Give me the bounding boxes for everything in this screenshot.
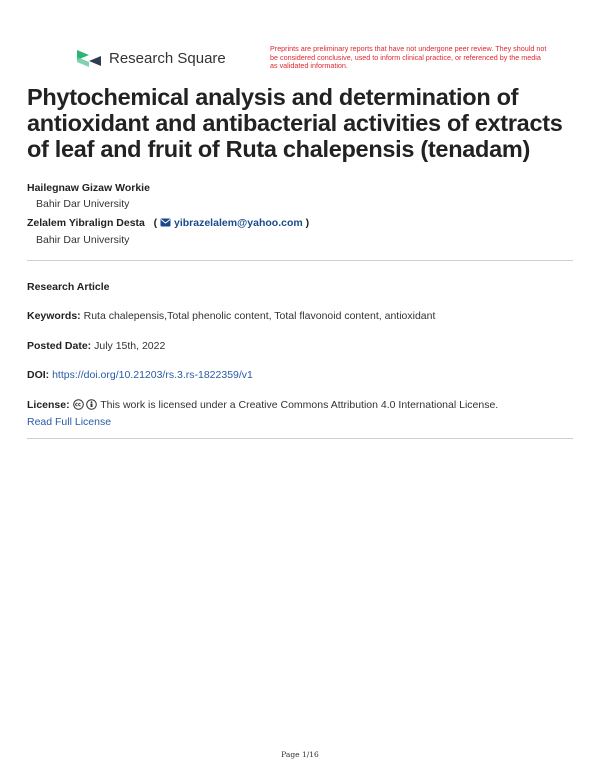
divider-bottom [27, 438, 573, 439]
license-link-row [27, 416, 111, 428]
posted-date-label: Posted Date: [27, 340, 92, 352]
envelope-icon [160, 218, 171, 227]
license-row [27, 399, 498, 411]
keywords-label: Keywords: [27, 310, 81, 322]
attribution-icon [86, 399, 97, 410]
doi-row [27, 369, 253, 381]
author-email: yibrazelalem@yahoo.com [174, 217, 303, 229]
email-open-paren: ( [147, 217, 158, 229]
license-label: License: [27, 399, 70, 411]
preprint-disclaimer: Preprints are preliminary reports that have not undergone peer review. They should not be considered conclusive, used to inform clinical practice, or referenced by the media as validated information. [270, 44, 547, 71]
article-title: Phytochemical analysis and determination of antioxidant and antibacterial activities of extracts of leaf and fruit of Ruta chalepensis (tenadam) [27, 84, 563, 162]
creative-commons-icon [73, 399, 84, 410]
article-type-label: Research Article [27, 281, 110, 293]
author-affiliation-2: Bahir Dar University [36, 234, 130, 246]
brand-first: Research [109, 49, 174, 67]
doi-label: DOI: [27, 369, 50, 381]
research-square-logo-icon [75, 46, 103, 70]
author-row-2 [27, 217, 309, 229]
brand-second: Square [177, 49, 226, 67]
author-email-link[interactable] [160, 217, 306, 229]
keywords-value: Ruta chalepensis,Total phenolic content, Total flavonoid content, antioxidant [83, 310, 436, 322]
divider-top [27, 260, 573, 261]
logo-text [109, 50, 226, 67]
page-number: Page 1/16 [281, 750, 319, 759]
keywords-row [27, 310, 435, 322]
read-full-license-link[interactable]: Read Full License [27, 416, 112, 428]
email-close-paren: ) [305, 217, 310, 229]
research-square-logo[interactable] [75, 46, 226, 70]
posted-date-row [27, 340, 165, 352]
doi-link[interactable]: https://doi.org/10.21203/rs.3.rs-1822359/v1 [52, 369, 253, 381]
author-name-2: Zelalem Yibralign Desta [27, 217, 145, 229]
article-type [27, 281, 110, 293]
license-text: This work is licensed under a Creative Commons Attribution 4.0 International License. [100, 399, 499, 411]
author-name-1: Hailegnaw Gizaw Workie [27, 182, 150, 194]
author-affiliation-1: Bahir Dar University [36, 198, 130, 210]
posted-date-value: July 15th, 2022 [94, 340, 166, 352]
